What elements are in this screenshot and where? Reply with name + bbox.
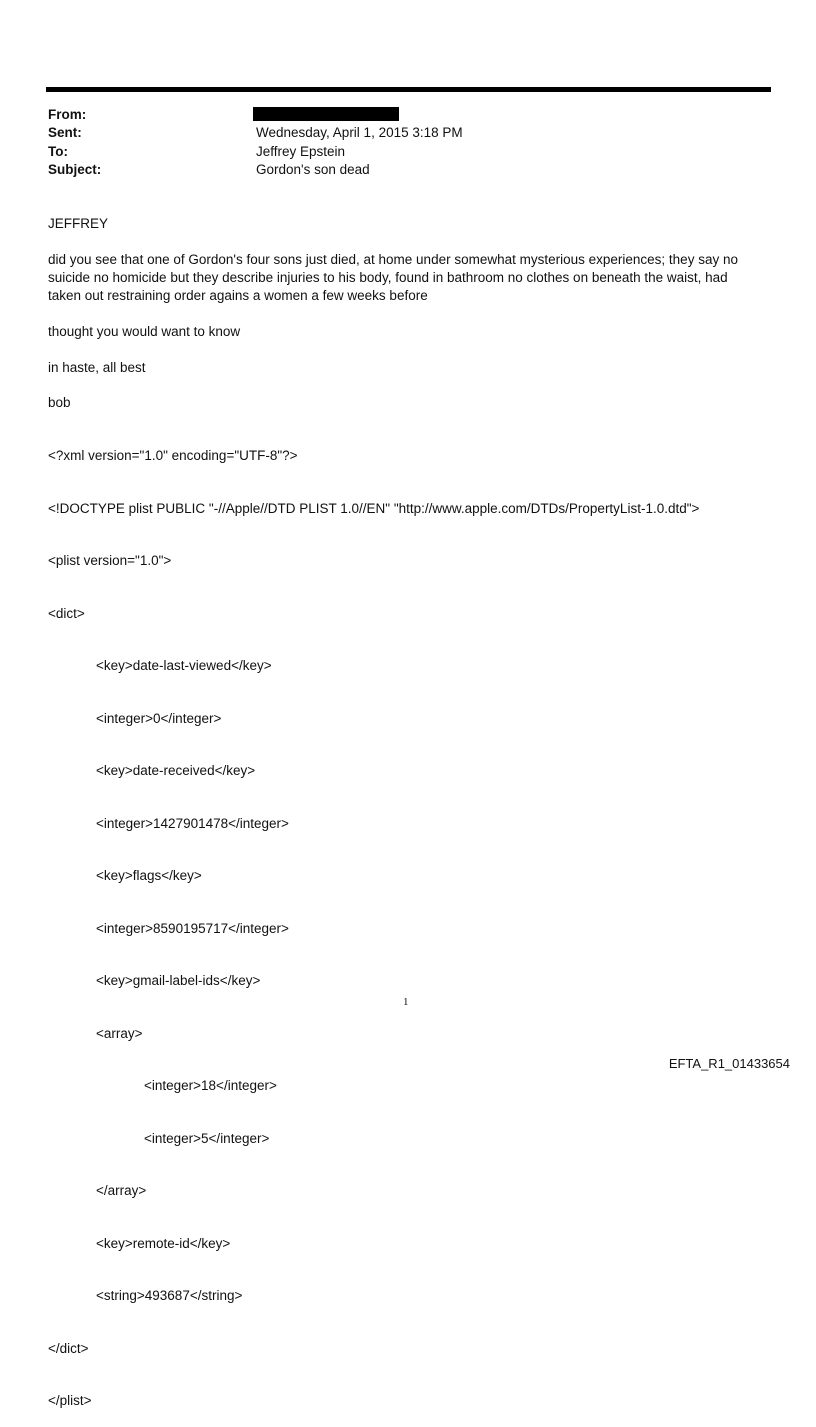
plist-line: </plist> xyxy=(48,1393,92,1408)
message-paragraph-1 xyxy=(48,251,748,305)
plist-line: <key>remote-id</key> xyxy=(96,1235,231,1251)
sent-label: Sent: xyxy=(48,125,82,140)
plist-line: <string>493687</string> xyxy=(96,1288,243,1303)
plist-line: <integer>0</integer> xyxy=(96,710,222,726)
plist-line: <integer>1427901478</integer> xyxy=(96,815,289,831)
plist-line: </array> xyxy=(96,1183,147,1198)
signature: bob xyxy=(48,395,71,410)
plist-line: <?xml version="1.0" encoding="UTF-8"?> xyxy=(48,448,298,463)
plist-line: <integer>18</integer> xyxy=(144,1078,277,1093)
to-value: Jeffrey Epstein xyxy=(256,144,346,159)
paragraph-text: did you see that one of Gordon's four sons just died, at home under somewhat mysterious experiences; they say no suicide no homicide but they describe injuries to his body, found in bathroom no clothes on beneath the waist, had taken out restraining order agains a women a few weeks before xyxy=(48,252,738,303)
sent-value: Wednesday, April 1, 2015 3:18 PM xyxy=(256,125,463,140)
plist-line: <array> xyxy=(96,1025,143,1041)
salutation: JEFFREY xyxy=(48,216,109,231)
page-number: 1 xyxy=(403,996,409,1008)
from-label: From: xyxy=(48,107,87,122)
bates-number: EFTA_R1_01433654 xyxy=(668,1056,790,1071)
plist-line: <integer>8590195717</integer> xyxy=(96,920,289,936)
message-paragraph-3: in haste, all best xyxy=(48,360,146,375)
plist-line: <!DOCTYPE plist PUBLIC "-//Apple//DTD PLIST 1.0//EN" "http://www.apple.com/DTDs/PropertyList-1.0.dtd"> xyxy=(48,500,700,516)
plist-line: <key>flags</key> xyxy=(96,868,202,883)
plist-line: <plist version="1.0"> xyxy=(48,553,172,568)
plist-block xyxy=(48,412,699,1427)
to-label: To: xyxy=(48,144,68,159)
message-paragraph-2: thought you would want to know xyxy=(48,324,241,339)
plist-line: </dict> xyxy=(48,1340,89,1356)
plist-line: <dict> xyxy=(48,605,85,621)
plist-line: <integer>5</integer> xyxy=(144,1130,270,1146)
subject-label: Subject: xyxy=(48,162,102,177)
redacted-sender xyxy=(253,107,399,121)
subject-value: Gordon's son dead xyxy=(256,162,370,177)
plist-line: <key>date-received</key> xyxy=(96,763,256,778)
header-rule xyxy=(46,87,771,92)
plist-line: <key>date-last-viewed</key> xyxy=(96,658,272,673)
plist-line: <key>gmail-label-ids</key> xyxy=(96,973,261,988)
